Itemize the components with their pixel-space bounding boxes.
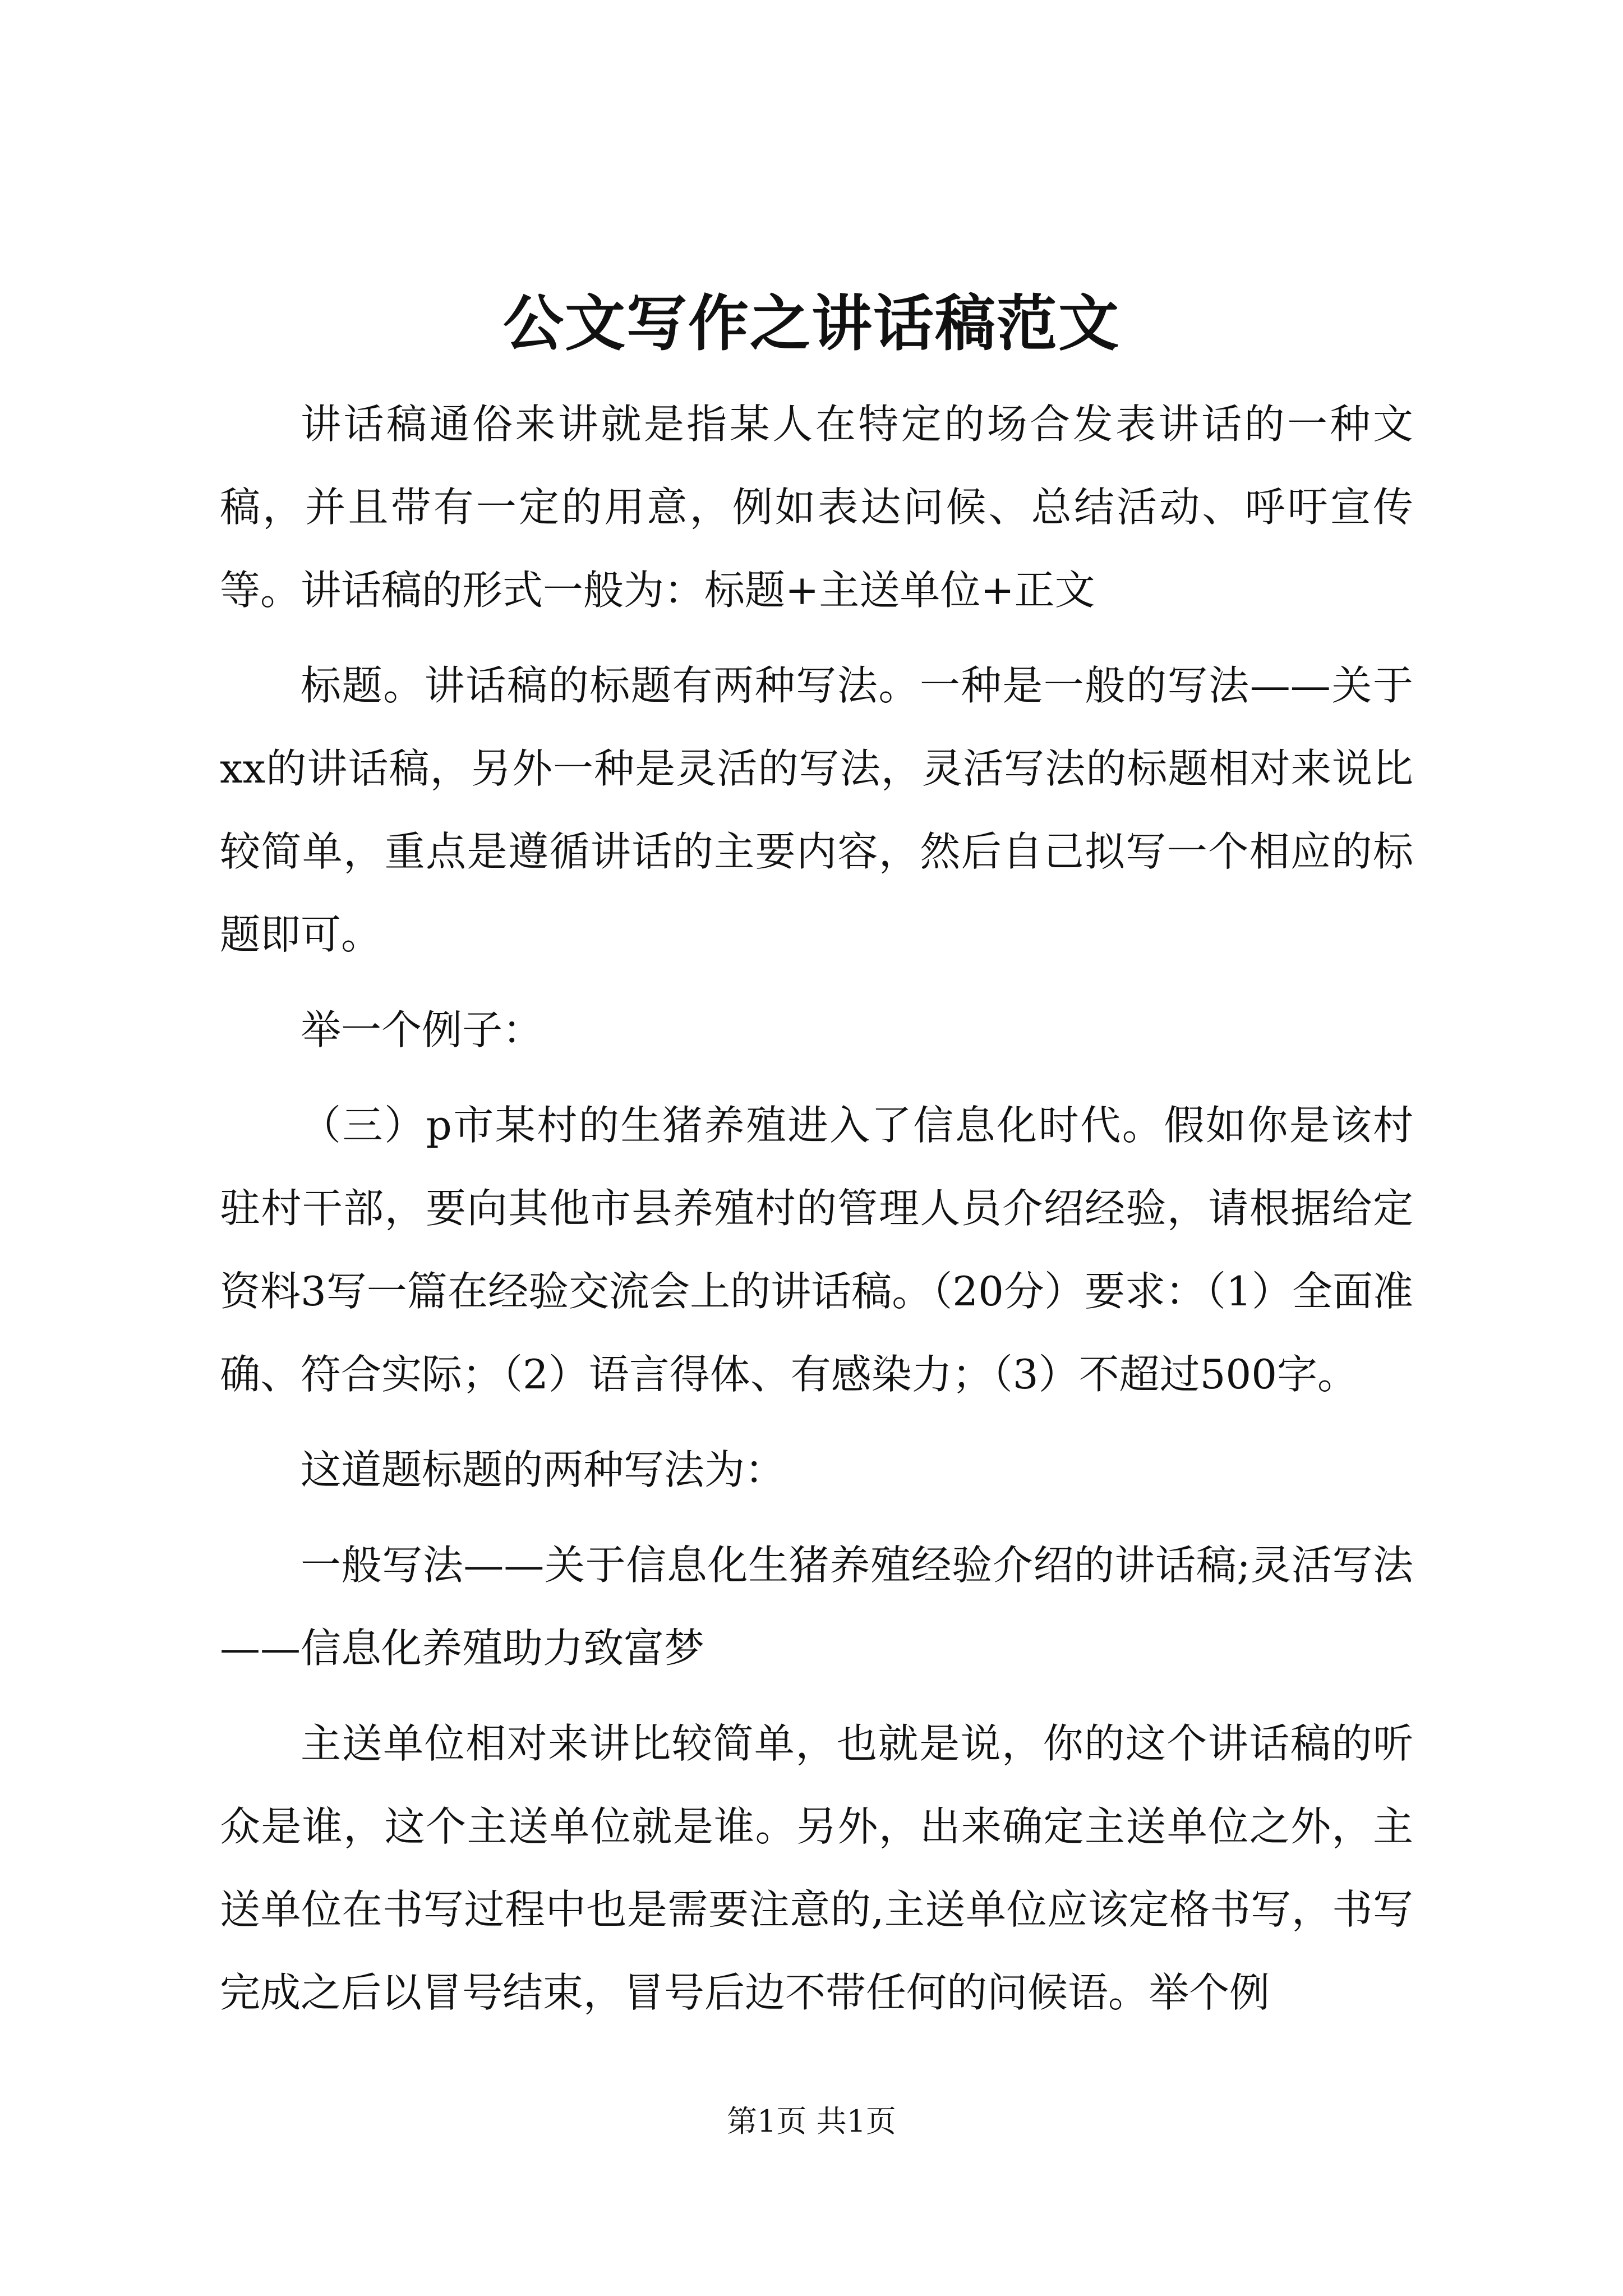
document-body xyxy=(220,383,1413,2034)
paragraph-gap xyxy=(220,1071,1413,1084)
page-footer: 第1页 共1页 xyxy=(727,2104,896,2139)
paragraph-style-examples: 一般写法——关于信息化生猪养殖经验介绍的讲话稿;灵活写法——信息化养殖助力致富梦 xyxy=(220,1542,1413,1672)
paragraph-gap xyxy=(220,976,1413,988)
paragraph-gap xyxy=(220,1690,1413,1702)
document-title: 公文写作之讲话稿范文 xyxy=(502,288,1120,359)
paragraph-title-rules: 标题。讲话稿的标题有两种写法。一种是一般的写法——关于xx的讲话稿，另外一种是灵活的写法，灵活写法的标题相对来说比较简单，重点是遵循讲话的主要内容，然后自己拟写一个相应的标题即可。 xyxy=(220,662,1413,958)
paragraph-gap xyxy=(220,1511,1413,1524)
paragraph-recipient: 主送单位相对来讲比较简单，也就是说，你的这个讲话稿的听众是谁，这个主送单位就是谁。另外，出来确定主送单位之外，主送单位在书写过程中也是需要注意的,主送单位应该定格书写，书写完成之后以冒号结束，冒号后边不带任何的问候语。举个例 xyxy=(220,1720,1413,2016)
paragraph-example-lead: 举一个例子： xyxy=(301,1006,543,1053)
paragraph-intro: 讲话稿通俗来讲就是指某人在特定的场合发表讲话的一种文稿，并且带有一定的用意，例如表达问候、总结活动、呼吁宣传等。讲话稿的形式一般为：标题+主送单位+正文 xyxy=(220,401,1413,614)
paragraph-gap xyxy=(220,1416,1413,1428)
paragraph-gap xyxy=(220,632,1413,644)
paragraph-two-styles: 这道题标题的两种写法为： xyxy=(301,1446,786,1493)
paragraph-example-question: （三）p市某村的生猪养殖进入了信息化时代。假如你是该村驻村干部，要向其他市县养殖村的管理人员介绍经验，请根据给定资料3写一篇在经验交流会上的讲话稿。（20分）要求：（1）全面准确、符合实际；（2）语言得体、有感染力；（3）不超过500字。 xyxy=(220,1102,1413,1398)
